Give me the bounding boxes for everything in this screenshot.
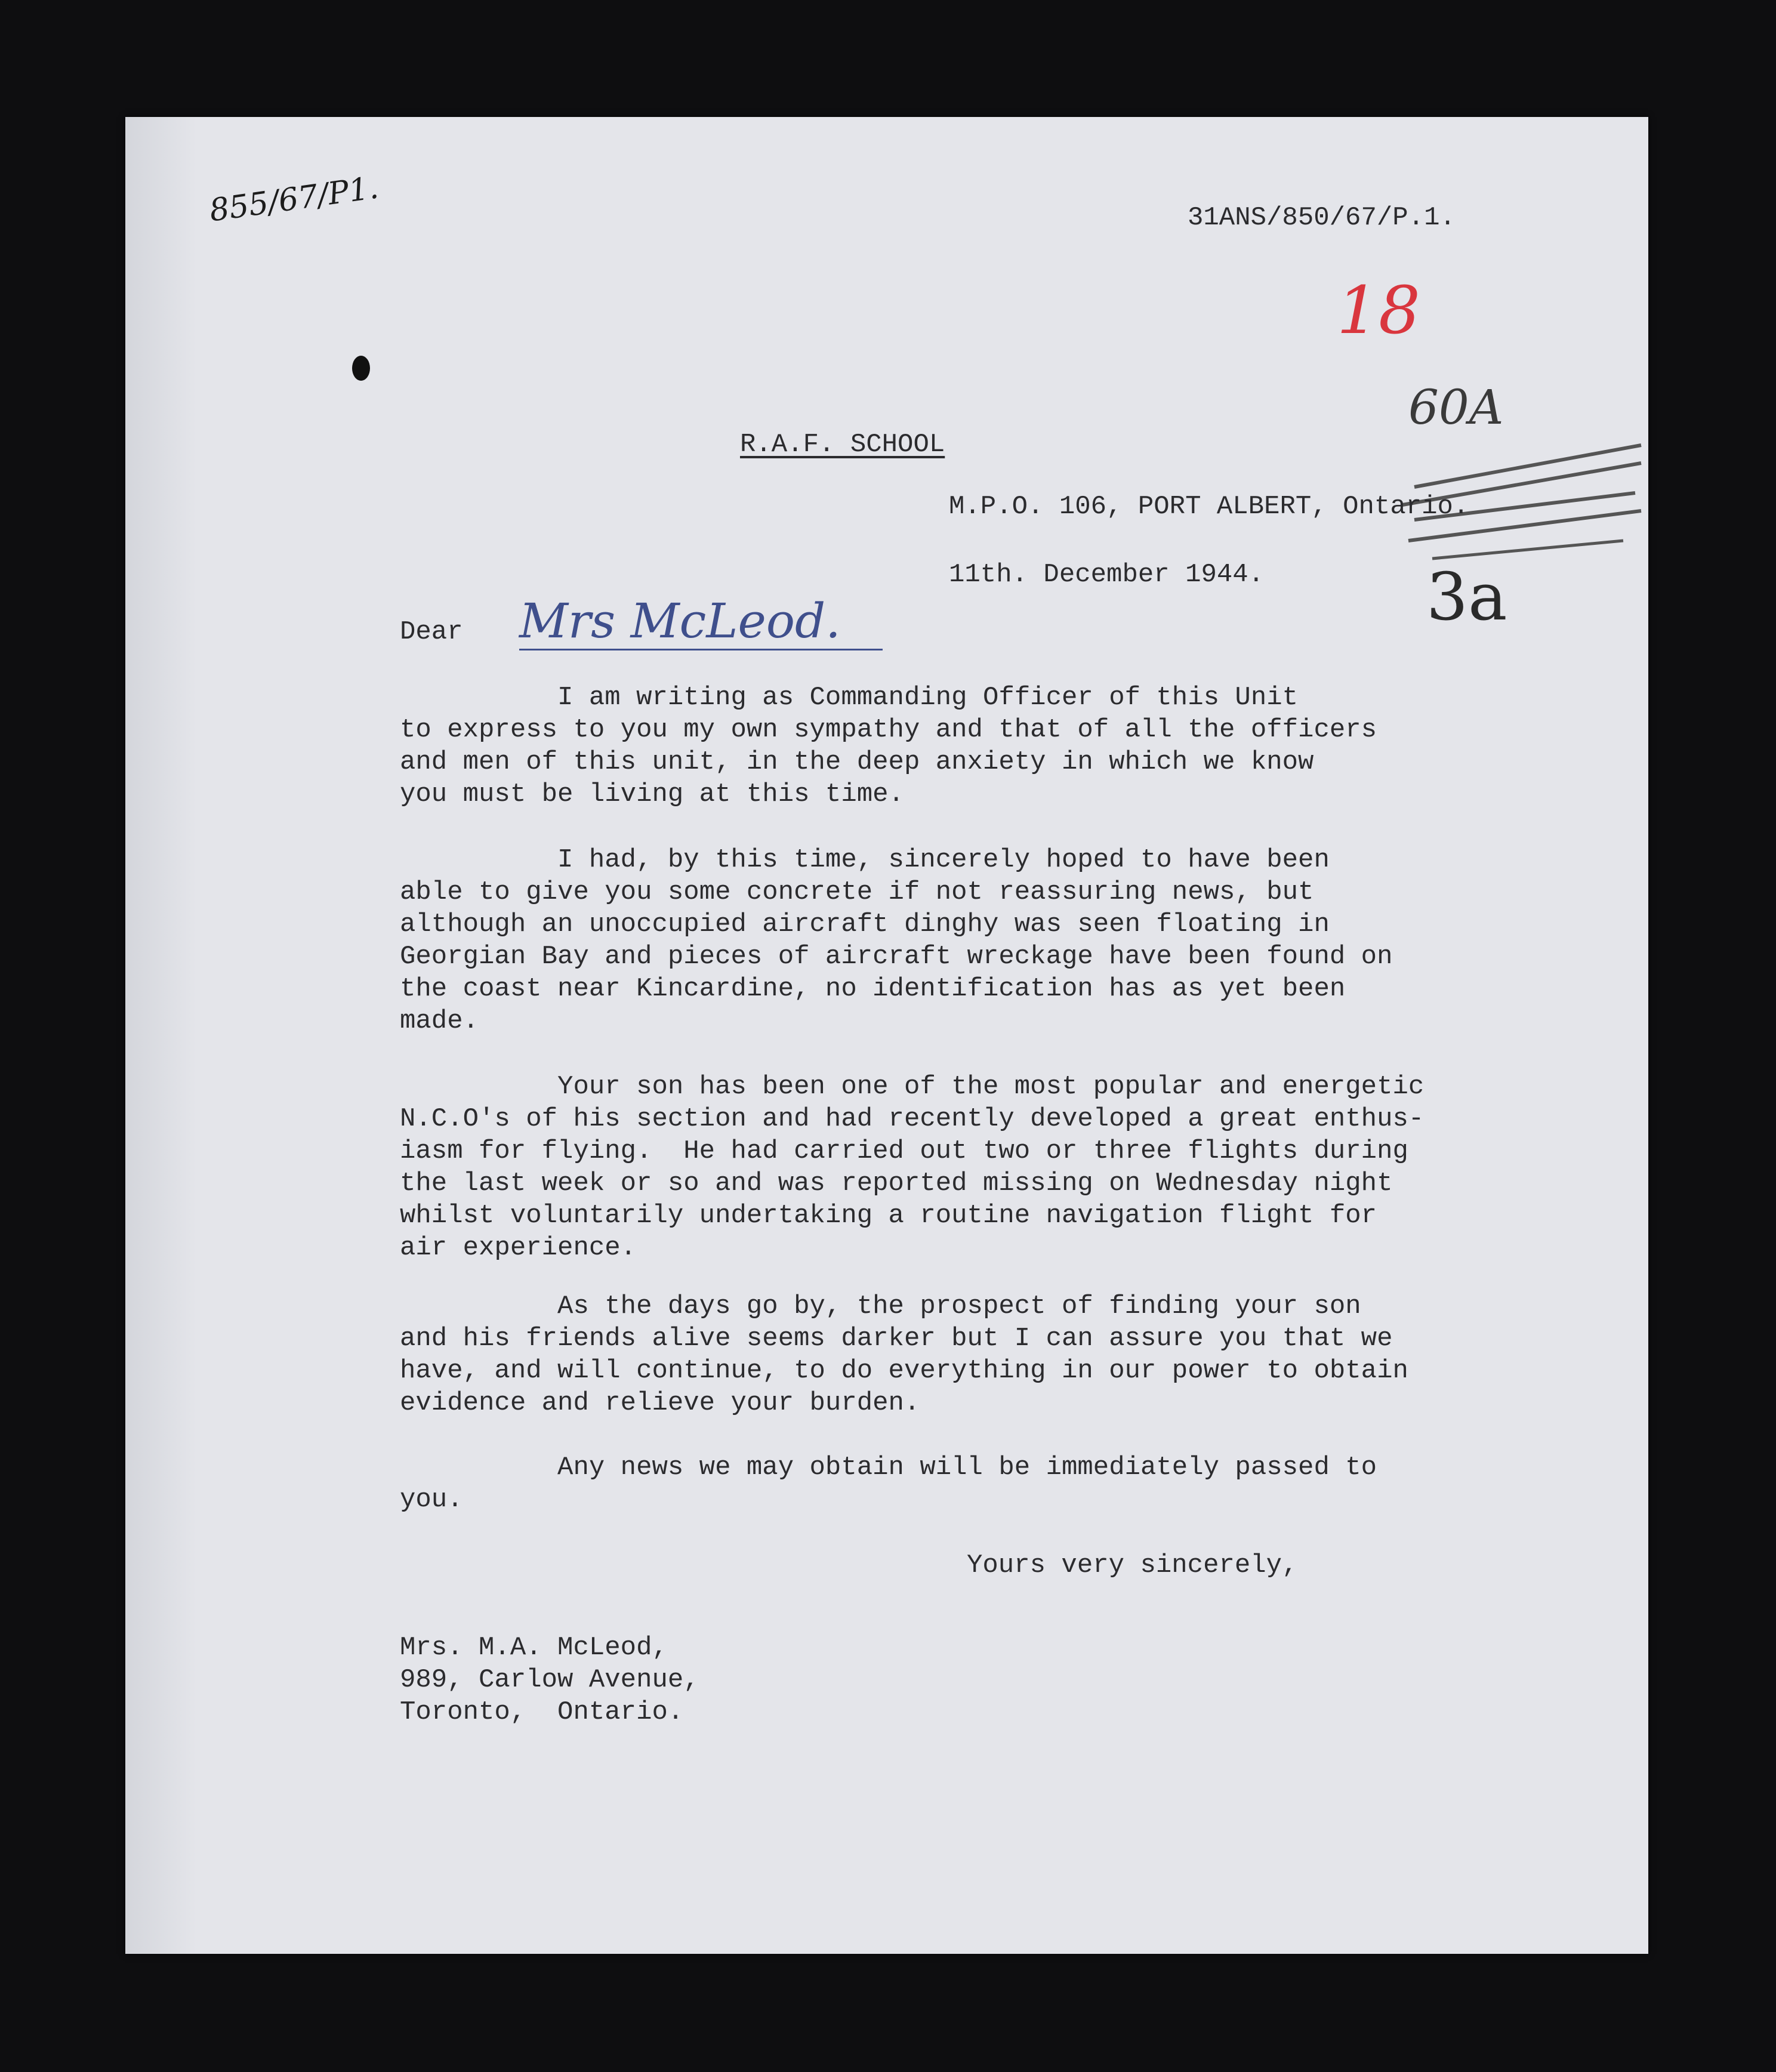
handwritten-file-reference: 855/67/P1. — [207, 169, 381, 229]
red-pencil-annotation: 18 — [1337, 272, 1420, 349]
page-number-annotation: 3a — [1426, 559, 1507, 635]
paragraph-5: Any news we may obtain will be immediately passed to you. — [400, 1453, 1377, 1515]
paragraph-2: I had, by this time, sincerely hoped to have been able to give you some concrete if not reassuring news, but although an unoccupied aircraft dinghy was seen floating in Georgian Bay and pieces of aircraft wreckage have been found on the coast near Kincardine, no identification has as yet been made. — [400, 845, 1393, 1036]
file-reference: 31ANS/850/67/P.1. — [1188, 203, 1456, 233]
closing: Yours very sincerely, — [967, 1550, 1298, 1580]
letter-date: 11th. December 1944. — [949, 560, 1265, 590]
pencil-annotation: 60A — [1408, 380, 1504, 435]
salutation: Dear — [400, 617, 463, 647]
school-heading: R.A.F. SCHOOL — [740, 430, 945, 460]
paragraph-3: Your son has been one of the most popular and energetic N.C.O's of his section and had recently developed a great enthus- iasm for flying. He had carried out two or three flights during the last week or so and was reported missing on Wednesday night whilst voluntarily undertaking a routine navigation flight for air experience. — [400, 1072, 1424, 1263]
punch-hole — [352, 356, 370, 381]
letter-sheet — [125, 117, 1648, 1954]
salutation-name: Mrs McLeod. — [519, 593, 883, 650]
paragraph-4: As the days go by, the prospect of finding your son and his friends alive seems darker but I can assure you that we have, and will continue, to do everything in our power to obtain evidence and relieve your burden. — [400, 1291, 1408, 1418]
recipient-address: Mrs. M.A. McLeod, 989, Carlow Avenue, Toronto, Ontario. — [400, 1633, 699, 1727]
sender-address: M.P.O. 106, PORT ALBERT, Ontario. — [949, 492, 1469, 522]
paragraph-1: I am writing as Commanding Officer of this Unit to express to you my own sympathy and that of all the officers and men of this unit, in the deep anxiety in which we know you must be living at this time. — [400, 683, 1377, 809]
